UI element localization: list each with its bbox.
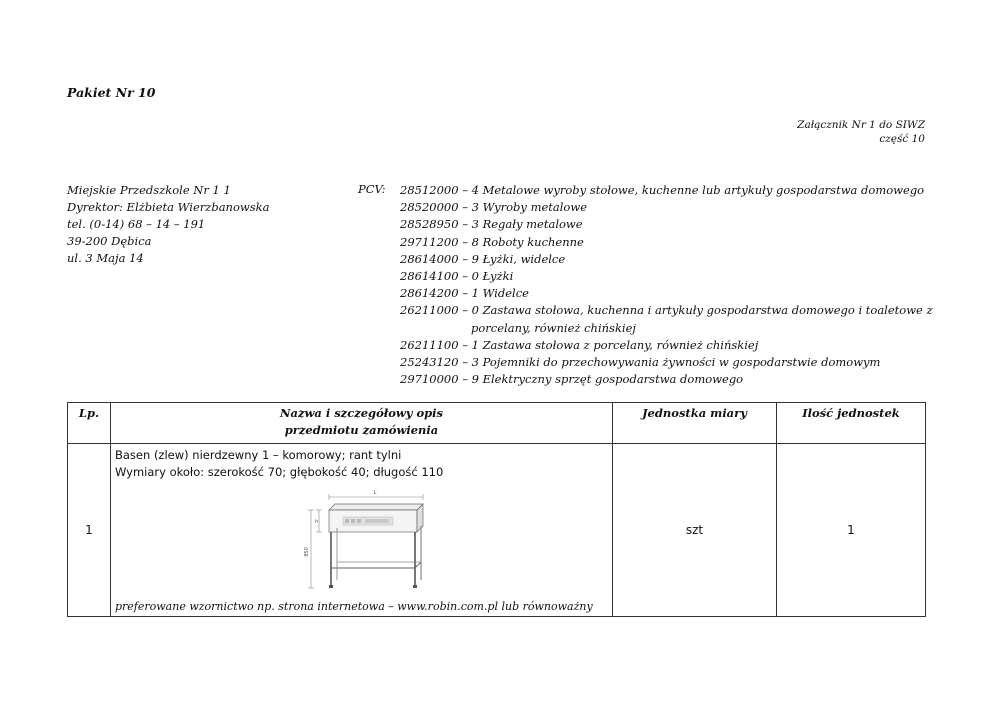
pcv-label: PCV: (358, 182, 386, 196)
header-unit: Jednostka miary (613, 403, 777, 444)
school-phone: tel. (0-14) 68 – 14 – 191 (67, 217, 206, 231)
description-line: Basen (zlew) nierdzewny 1 – komorowy; rant tylni (115, 448, 402, 462)
annex-part: część 10 (879, 133, 925, 145)
cell-lp: 1 (68, 444, 111, 617)
pcv-code: 25243120 – 3 Pojemniki do przechowywania żywności w gospodarstwie domowym (400, 355, 881, 370)
table-row (68, 444, 926, 617)
header-qty: Ilość jednostek (777, 403, 926, 444)
dim-850-label: 850 (304, 547, 310, 557)
pcv-code: 28614000 – 9 Łyżki, widelce (400, 251, 566, 266)
pcv-code: 28520000 – 3 Wyroby metalowe (400, 200, 588, 215)
package-title: Pakiet Nr 10 (67, 85, 156, 100)
pcv-code: 26211100 – 1 Zastawa stołowa z porcelany, również chińskiej (400, 337, 759, 352)
pcv-code: 28528950 – 3 Regały metalowe (400, 217, 583, 232)
description-line: Wymiary około: szerokość 70; głębokość 40; długość 110 (115, 465, 444, 479)
pcv-code: 28614100 – 0 Łyżki (400, 269, 514, 284)
header-name-line: przedmiotu zamówienia (284, 423, 439, 437)
cell-unit: szt (613, 444, 777, 617)
header-lp: Lp. (68, 403, 111, 444)
preferred-design-note: preferowane wzornictwo np. strona internetowa – www.robin.com.pl lub równoważny (115, 600, 593, 613)
pcv-code: 29711200 – 8 Roboty kuchenne (400, 234, 584, 249)
cell-description (111, 444, 613, 617)
annex-note (797, 118, 925, 146)
dim-h-label: h (315, 519, 319, 525)
school-name: Miejskie Przedszkole Nr 1 1 (67, 183, 231, 197)
table-header-row (68, 403, 926, 444)
school-director: Dyrektor: Elżbieta Wierzbanowska (67, 200, 270, 214)
header-name-line: Nazwa i szczegółowy opis (279, 406, 444, 420)
dim-l-label: L (373, 490, 377, 496)
pcv-code: 29710000 – 9 Elektryczny sprzęt gospodarstwa domowego (400, 372, 744, 387)
annex-line: Załącznik Nr 1 do SIWZ (797, 119, 925, 131)
pcv-code-continuation: porcelany, również chińskiej (471, 320, 636, 335)
pcv-code: 28614200 – 1 Widelce (400, 286, 529, 301)
school-postal: 39-200 Dębica (67, 234, 152, 248)
sink-illustration (281, 488, 431, 592)
order-table (67, 402, 926, 617)
cell-qty: 1 (777, 444, 926, 617)
header-name (111, 403, 613, 444)
pcv-code: 28512000 – 4 Metalowe wyroby stołowe, kuchenne lub artykuły gospodarstwa domowego (400, 183, 925, 197)
pcv-code-list (400, 182, 933, 388)
school-address (67, 182, 269, 267)
school-street: ul. 3 Maja 14 (67, 251, 144, 265)
pcv-code: 26211000 – 0 Zastawa stołowa, kuchenna i artykuły gospodarstwa domowego i toaletowe z (400, 303, 933, 318)
